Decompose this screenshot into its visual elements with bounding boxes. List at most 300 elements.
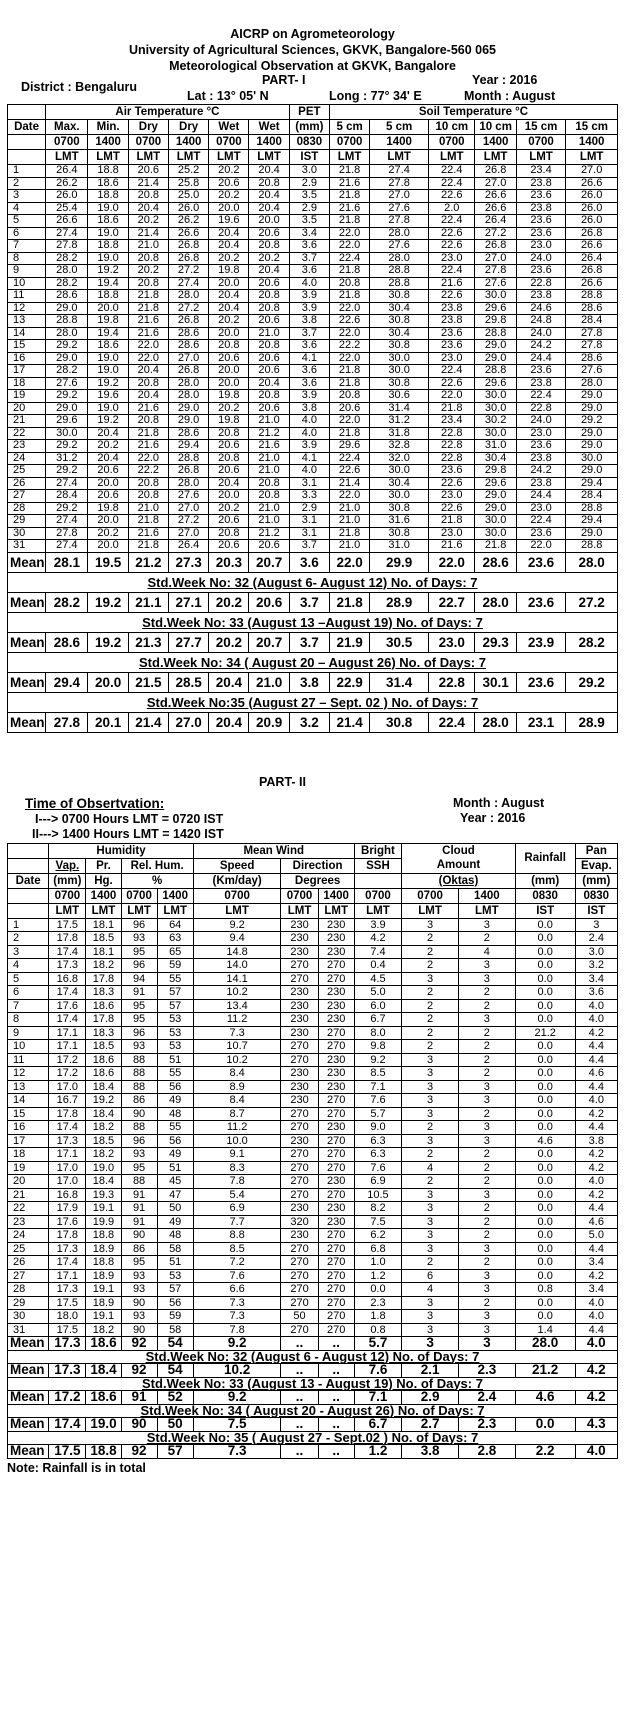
data-cell: 28.8: [566, 502, 618, 515]
data-cell: 29.0: [566, 402, 618, 415]
data-cell: 4.0: [289, 277, 329, 290]
mean-cell: ..: [281, 1445, 318, 1459]
data-cell: 3.8: [289, 402, 329, 415]
data-cell: 4.4: [575, 1202, 617, 1216]
data-cell: 230: [281, 932, 318, 946]
data-cell: 18.8: [88, 190, 128, 203]
data-cell: 21.0: [329, 515, 369, 528]
data-cell: 21.8: [329, 365, 369, 378]
data-cell: 20.8: [249, 290, 289, 303]
data-cell: 59: [157, 959, 193, 973]
mean-cell: 90: [121, 1418, 157, 1432]
mean-cell: 21.3: [128, 632, 168, 652]
data-cell: 4.4: [575, 1080, 617, 1094]
data-cell: 21.8: [128, 515, 168, 528]
table-row: [8, 1175, 618, 1189]
data-cell: 19.2: [88, 415, 128, 428]
data-cell: 20.0: [88, 477, 128, 490]
data-cell: 29.0: [475, 340, 516, 353]
data-cell: 30.6: [370, 390, 429, 403]
time-header: 1400: [475, 135, 516, 150]
data-cell: 4.2: [575, 1161, 617, 1175]
data-cell: 270: [281, 959, 318, 973]
mean-cell: 17.4: [49, 1418, 86, 1432]
week-mean-row: [8, 672, 618, 692]
mean-cell: 7.3: [193, 1445, 281, 1459]
data-cell: 22.0: [128, 340, 168, 353]
mean-cell: 23.6: [516, 552, 566, 572]
data-cell: 9.0: [354, 1121, 401, 1135]
data-cell: 88: [121, 1053, 157, 1067]
data-cell: 17: [8, 1134, 49, 1148]
data-cell: 27.4: [46, 540, 88, 553]
data-cell: 19.8: [88, 502, 128, 515]
data-cell: 1.0: [354, 1256, 401, 1270]
data-cell: 3: [402, 1107, 459, 1121]
table-row: [8, 1323, 618, 1337]
data-cell: 17.3: [49, 959, 86, 973]
data-cell: 95: [121, 1161, 157, 1175]
data-cell: 21.8: [429, 402, 475, 415]
data-cell: 30.4: [475, 452, 516, 465]
data-cell: 20.6: [209, 352, 249, 365]
data-cell: 5.7: [354, 1107, 401, 1121]
data-cell: 96: [121, 959, 157, 973]
mean-cell: 29.4: [46, 672, 88, 692]
table-row: [8, 365, 618, 378]
data-cell: 14: [8, 327, 46, 340]
time-header: 1400: [318, 888, 354, 903]
mean-cell: 4.2: [575, 1364, 617, 1378]
data-cell: 0.0: [354, 1283, 401, 1297]
data-cell: 17.1: [49, 1040, 86, 1054]
data-cell: 27.4: [46, 515, 88, 528]
data-cell: 13: [8, 1080, 49, 1094]
data-cell: 11: [8, 1053, 49, 1067]
data-cell: 94: [121, 972, 157, 986]
data-cell: 24.8: [516, 315, 566, 328]
data-cell: 20.4: [249, 190, 289, 203]
data-cell: 21.6: [429, 540, 475, 553]
data-cell: 10: [8, 1040, 49, 1054]
mean-cell: 17.5: [49, 1445, 86, 1459]
data-cell: 270: [318, 1256, 354, 1270]
data-cell: 20.4: [88, 452, 128, 465]
table-row: [8, 202, 618, 215]
data-cell: 24: [8, 1229, 49, 1243]
data-cell: 5.0: [354, 986, 401, 1000]
data-cell: 29.6: [46, 415, 88, 428]
time-header: 0700: [329, 135, 369, 150]
data-cell: 19.0: [86, 1161, 121, 1175]
data-cell: 22.6: [429, 290, 475, 303]
data-cell: 28.6: [168, 327, 208, 340]
data-cell: 270: [281, 1242, 318, 1256]
data-cell: 2: [458, 1107, 515, 1121]
part2-header: [7, 775, 618, 857]
data-cell: 8.5: [354, 1067, 401, 1081]
data-cell: 17.3: [49, 1242, 86, 1256]
table-row: [8, 1202, 618, 1216]
table-row: [8, 240, 618, 253]
mean-cell: 10.2: [193, 1364, 281, 1378]
data-cell: 21.6: [128, 440, 168, 453]
mean-cell: 5.7: [354, 1337, 401, 1351]
data-cell: 20.6: [329, 402, 369, 415]
data-cell: 16.8: [49, 1188, 86, 1202]
mean-cell: ..: [318, 1445, 354, 1459]
data-cell: 2: [458, 1229, 515, 1243]
data-cell: 26.6: [168, 227, 208, 240]
data-cell: 3: [458, 1269, 515, 1283]
data-cell: 17.1: [49, 1026, 86, 1040]
mean-cell: 28.0: [515, 1337, 575, 1351]
data-cell: 3.6: [289, 265, 329, 278]
mean-cell: 28.0: [475, 712, 516, 732]
data-cell: 3.5: [289, 190, 329, 203]
data-cell: 20.8: [128, 490, 168, 503]
data-cell: 3.9: [289, 290, 329, 303]
data-cell: 20.2: [209, 252, 249, 265]
data-cell: 1: [8, 165, 46, 178]
data-cell: 17.4: [49, 945, 86, 959]
data-cell: 0.0: [515, 1053, 575, 1067]
data-cell: 26.4: [475, 215, 516, 228]
data-cell: 12: [8, 1067, 49, 1081]
data-cell: 230: [281, 986, 318, 1000]
data-cell: 93: [121, 1310, 157, 1324]
data-cell: 3.0: [575, 945, 617, 959]
part2-title: PART- II: [259, 774, 306, 789]
data-cell: 24.6: [516, 302, 566, 315]
data-cell: 28.0: [370, 252, 429, 265]
data-cell: 4.0: [575, 1013, 617, 1027]
mean-cell: 4.2: [575, 1391, 617, 1405]
time-header: 1400: [168, 135, 208, 150]
data-cell: 230: [281, 1202, 318, 1216]
table-row: [8, 932, 618, 946]
data-cell: 28.6: [566, 302, 618, 315]
data-cell: 17.6: [49, 1215, 86, 1229]
observation-time-1: I---> 0700 Hours LMT = 0720 IST: [35, 811, 224, 826]
data-cell: 230: [281, 918, 318, 932]
data-cell: 31.0: [370, 540, 429, 553]
mean-cell: 92: [121, 1337, 157, 1351]
data-cell: 1.4: [515, 1323, 575, 1337]
mean-cell: 30.1: [475, 672, 516, 692]
mean-cell: 4.3: [575, 1418, 617, 1432]
data-cell: 50: [281, 1310, 318, 1324]
data-cell: 28.0: [168, 390, 208, 403]
data-cell: 230: [281, 1134, 318, 1148]
data-cell: 20.8: [249, 390, 289, 403]
data-cell: 22.4: [516, 390, 566, 403]
data-cell: 22.4: [429, 265, 475, 278]
data-cell: 18.3: [86, 986, 121, 1000]
data-cell: 27.8: [46, 527, 88, 540]
data-cell: 21.6: [128, 327, 168, 340]
data-cell: 16.7: [49, 1094, 86, 1108]
bright-header: Bright: [354, 843, 401, 858]
data-cell: 3: [402, 1229, 459, 1243]
mean-cell: ..: [281, 1418, 318, 1432]
mean-cell: 22.0: [329, 552, 369, 572]
data-cell: 6.7: [354, 1013, 401, 1027]
data-cell: 56: [157, 1080, 193, 1094]
data-cell: 28.8: [370, 277, 429, 290]
mean-cell: 27.2: [566, 592, 618, 612]
data-cell: 57: [157, 999, 193, 1013]
data-cell: 6.8: [354, 1242, 401, 1256]
data-cell: 91: [121, 1215, 157, 1229]
data-cell: 53: [157, 1013, 193, 1027]
data-cell: 23.6: [516, 265, 566, 278]
data-cell: 4.2: [575, 1107, 617, 1121]
data-cell: 20.4: [209, 302, 249, 315]
data-cell: 57: [157, 1283, 193, 1297]
year-label: Year : 2016: [472, 73, 538, 87]
data-cell: 4: [402, 1161, 459, 1175]
data-cell: 20.2: [249, 252, 289, 265]
data-cell: 30.8: [370, 377, 429, 390]
time-header: 1400: [566, 135, 618, 150]
data-cell: 26: [8, 1256, 49, 1270]
data-cell: 29: [8, 1296, 49, 1310]
data-cell: 56: [157, 1296, 193, 1310]
mean-cell: Mean: [8, 1418, 49, 1432]
data-cell: 58: [157, 1323, 193, 1337]
table-row: [8, 227, 618, 240]
data-cell: 3: [458, 1134, 515, 1148]
unit-header: LMT: [329, 150, 369, 165]
data-cell: 2: [458, 1040, 515, 1054]
data-cell: 20.2: [209, 315, 249, 328]
data-cell: 7.3: [193, 1310, 281, 1324]
data-cell: 26.8: [168, 315, 208, 328]
data-cell: 96: [121, 918, 157, 932]
data-cell: 22.6: [429, 502, 475, 515]
data-cell: 270: [318, 1161, 354, 1175]
data-cell: 27.2: [168, 265, 208, 278]
data-cell: 28.4: [46, 490, 88, 503]
data-cell: 4.0: [289, 465, 329, 478]
data-cell: 0.4: [354, 959, 401, 973]
data-cell: 90: [121, 1107, 157, 1121]
data-cell: 3.4: [289, 227, 329, 240]
mean-cell: 21.2: [128, 552, 168, 572]
data-cell: 19.3: [86, 1188, 121, 1202]
data-cell: 29.0: [168, 415, 208, 428]
data-cell: 21: [8, 415, 46, 428]
data-cell: 8.7: [193, 1107, 281, 1121]
column-header: Dry: [128, 120, 168, 135]
data-cell: 96: [121, 1026, 157, 1040]
data-cell: 21.8: [329, 265, 369, 278]
mean-cell: 2.4: [458, 1391, 515, 1405]
data-cell: 26.8: [168, 465, 208, 478]
data-cell: 13.4: [193, 999, 281, 1013]
data-cell: 28.0: [168, 377, 208, 390]
data-cell: 28.4: [566, 315, 618, 328]
data-cell: 23.0: [429, 490, 475, 503]
data-cell: 3: [402, 1067, 459, 1081]
data-cell: 230: [281, 1026, 318, 1040]
table-row: [8, 1148, 618, 1162]
data-cell: 59: [157, 1310, 193, 1324]
data-cell: 56: [157, 1134, 193, 1148]
unit-header: LMT: [566, 150, 618, 165]
data-cell: 3: [402, 918, 459, 932]
data-cell: 3: [402, 1202, 459, 1216]
data-cell: 18.8: [88, 290, 128, 303]
data-cell: 4: [458, 945, 515, 959]
data-cell: 270: [281, 1040, 318, 1054]
data-cell: 22.0: [128, 452, 168, 465]
mean-cell: 23.1: [516, 712, 566, 732]
mean-cell: 3.6: [289, 552, 329, 572]
data-cell: 230: [281, 1013, 318, 1027]
data-cell: 22.6: [429, 227, 475, 240]
mean-cell: 3.8: [289, 672, 329, 692]
data-cell: 2: [458, 1296, 515, 1310]
data-cell: 22.0: [329, 490, 369, 503]
time-header: 0700: [402, 888, 459, 903]
data-cell: 3.4: [575, 1283, 617, 1297]
data-cell: 20.0: [88, 540, 128, 553]
unit-header: LMT: [249, 150, 289, 165]
data-cell: 20.2: [88, 527, 128, 540]
table-row: [8, 1121, 618, 1135]
data-cell: 23.8: [516, 177, 566, 190]
data-cell: 3.7: [289, 327, 329, 340]
data-cell: 10.5: [354, 1188, 401, 1202]
mean-cell: ..: [281, 1337, 318, 1351]
data-cell: 19.8: [88, 315, 128, 328]
data-cell: 23.8: [516, 290, 566, 303]
table-row: [8, 177, 618, 190]
data-cell: 22.4: [429, 177, 475, 190]
mean-cell: ..: [318, 1337, 354, 1351]
data-cell: 20.4: [128, 390, 168, 403]
university-name: University of Agricultural Sciences, GKVK, Bangalore-560 065: [128, 43, 497, 57]
data-cell: 0.0: [515, 1269, 575, 1283]
table-row: [8, 302, 618, 315]
data-cell: 22.8: [429, 452, 475, 465]
mean-cell: 20.2: [209, 632, 249, 652]
data-cell: 30.0: [370, 465, 429, 478]
data-cell: 21.8: [128, 540, 168, 553]
data-cell: 20.6: [209, 540, 249, 553]
data-cell: 23.6: [429, 327, 475, 340]
data-cell: 17.1: [49, 1269, 86, 1283]
data-cell: 14.1: [193, 972, 281, 986]
unit-header: LMT: [402, 903, 459, 918]
data-cell: 7.8: [193, 1175, 281, 1189]
mean-cell: 22.0: [429, 552, 475, 572]
data-cell: 17.4: [49, 986, 86, 1000]
data-cell: 91: [121, 1188, 157, 1202]
ssh-unit: [354, 873, 401, 888]
mean-cell: 21.8: [329, 592, 369, 612]
data-cell: 22: [8, 427, 46, 440]
mean-cell: 28.9: [370, 592, 429, 612]
data-cell: 23.6: [516, 190, 566, 203]
data-cell: 20: [8, 402, 46, 415]
data-cell: 3: [8, 190, 46, 203]
data-cell: 93: [121, 1283, 157, 1297]
data-cell: 19.2: [88, 377, 128, 390]
unit-header: IST: [289, 150, 329, 165]
column-header: 15 cm: [516, 120, 566, 135]
data-cell: 28.8: [566, 540, 618, 553]
week-mean-row: [8, 1418, 618, 1432]
data-cell: 2: [8, 177, 46, 190]
table-row: [8, 1094, 618, 1108]
data-cell: 22.8: [429, 440, 475, 453]
data-cell: 270: [281, 1148, 318, 1162]
data-cell: 27.4: [168, 277, 208, 290]
data-cell: 22.0: [329, 415, 369, 428]
data-cell: 22.0: [516, 540, 566, 553]
data-cell: 20.0: [209, 277, 249, 290]
data-cell: 0.8: [354, 1323, 401, 1337]
data-cell: 0.0: [515, 1013, 575, 1027]
data-cell: 22.6: [329, 315, 369, 328]
data-cell: 27.4: [46, 227, 88, 240]
table-row: [8, 277, 618, 290]
data-cell: 19: [8, 1161, 49, 1175]
data-cell: 0.0: [515, 1161, 575, 1175]
data-cell: 2.0: [429, 202, 475, 215]
data-cell: 3.8: [575, 1134, 617, 1148]
data-cell: 28.8: [168, 452, 208, 465]
data-cell: 22.4: [329, 252, 369, 265]
data-cell: 2: [458, 1256, 515, 1270]
data-cell: 230: [281, 1094, 318, 1108]
data-cell: 3.7: [289, 540, 329, 553]
data-cell: 29.4: [168, 440, 208, 453]
table-row: [8, 1026, 618, 1040]
data-cell: 10.7: [193, 1040, 281, 1054]
data-cell: 29.6: [475, 477, 516, 490]
data-cell: 29.0: [46, 302, 88, 315]
mean-cell: 29.9: [370, 552, 429, 572]
data-cell: 29.0: [46, 352, 88, 365]
data-cell: 30.0: [475, 290, 516, 303]
data-cell: 14: [8, 1094, 49, 1108]
data-cell: 4.5: [354, 972, 401, 986]
data-cell: 3.1: [289, 515, 329, 528]
data-cell: 21.0: [249, 452, 289, 465]
table-row: [8, 1080, 618, 1094]
data-cell: 20.4: [209, 290, 249, 303]
std-week-title: Std.Week No:35 (August 27 – Sept. 02 ) No. of Days: 7: [8, 692, 618, 712]
data-cell: 2: [402, 945, 459, 959]
std-week-title: Std.Week No: 35 ( August 27 - Sept.02 ) No. of Days: 7: [8, 1431, 618, 1445]
data-cell: 90: [121, 1323, 157, 1337]
data-cell: 22.0: [329, 227, 369, 240]
data-cell: 31.4: [370, 402, 429, 415]
data-cell: 19.4: [88, 327, 128, 340]
data-cell: 22.4: [329, 452, 369, 465]
table-row: [8, 1283, 618, 1297]
data-cell: 26.8: [168, 365, 208, 378]
vap-header: Vap.: [49, 858, 86, 873]
mean-cell: 4.6: [515, 1391, 575, 1405]
data-cell: 20.6: [209, 440, 249, 453]
data-cell: 23: [8, 1215, 49, 1229]
data-cell: 20.4: [209, 477, 249, 490]
